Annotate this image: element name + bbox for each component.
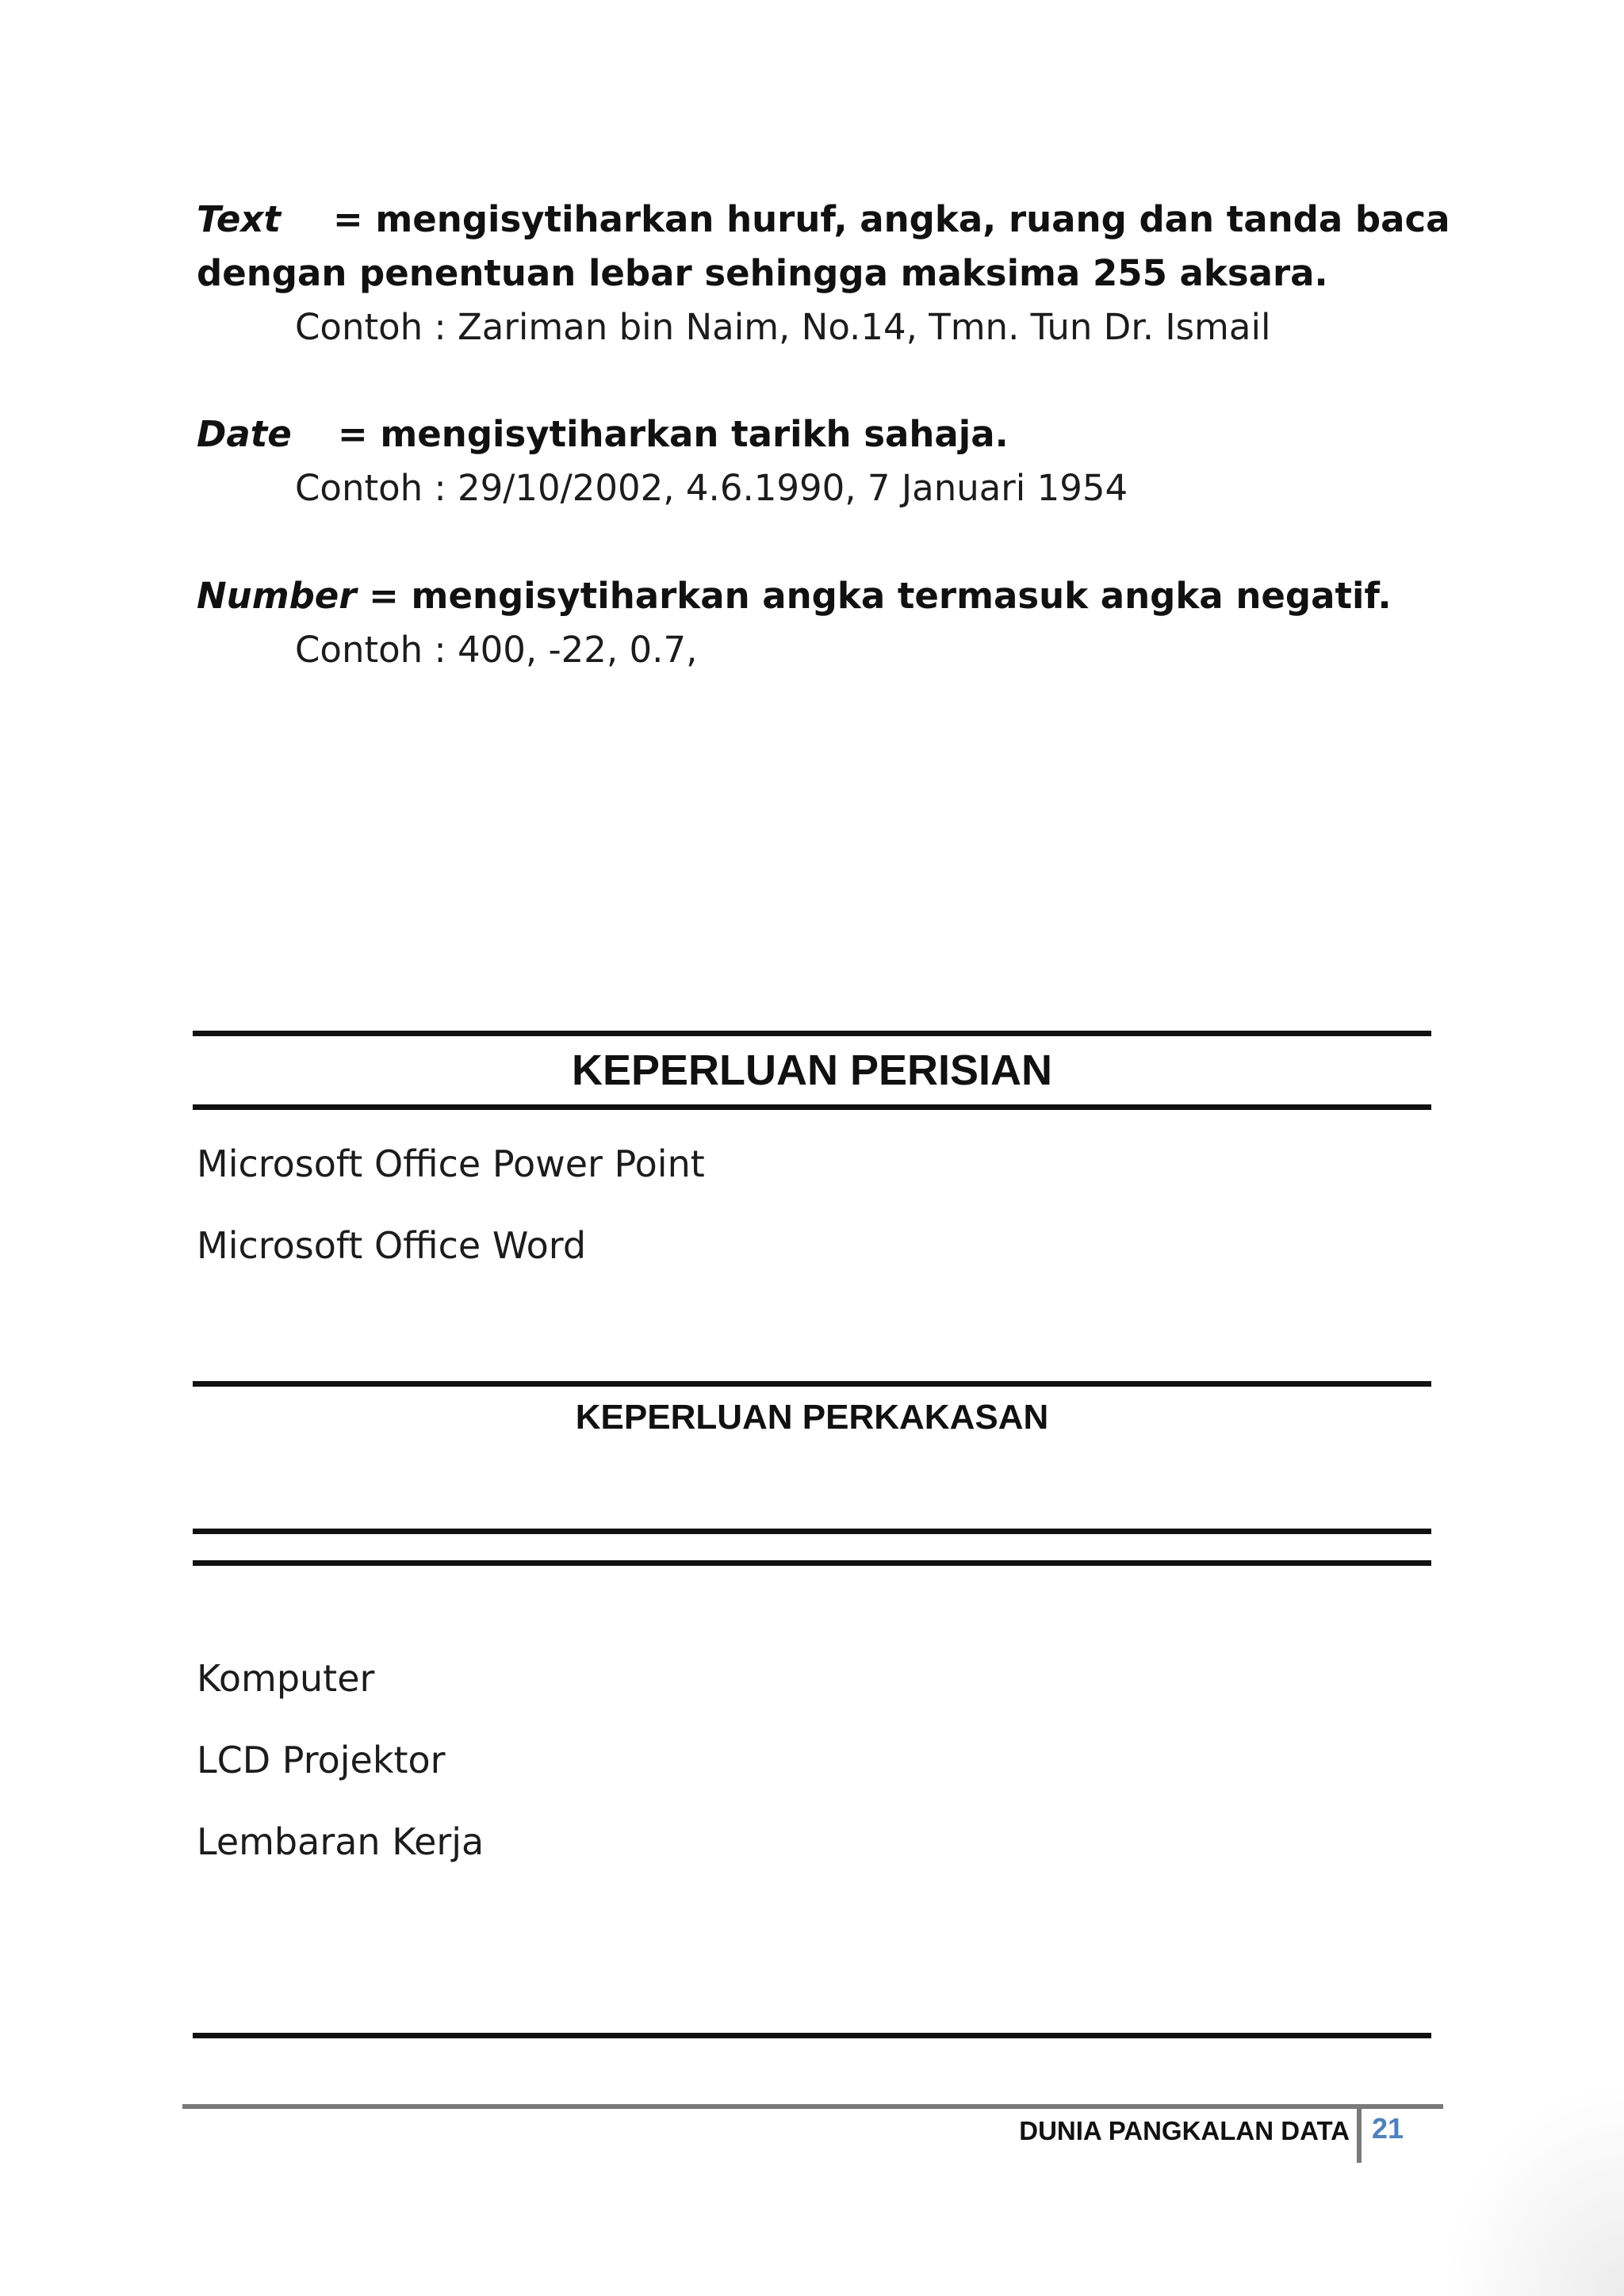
- hardware-section-top-rule: [193, 1381, 1431, 1387]
- hardware-section-rule-2: [193, 1560, 1431, 1566]
- hardware-item-worksheet: Lembaran Kerja: [197, 1820, 485, 1863]
- text-definition-part-1: = mengisytiharkan huruf, angka, ruang dan tanda baca: [333, 198, 1450, 240]
- hardware-section-bottom-rule: [193, 2033, 1431, 2038]
- hardware-section-rule-1: [193, 1529, 1431, 1534]
- text-example: Contoh : Zariman bin Naim, No.14, Tmn. Tun Dr. Ismail: [295, 306, 1271, 348]
- hardware-section-title: KEPERLUAN PERKAKASAN: [575, 1398, 1049, 1437]
- hardware-item-lcd-projector: LCD Projektor: [197, 1739, 446, 1781]
- software-section-bottom-rule: [193, 1104, 1431, 1110]
- number-definition-line: [197, 572, 1392, 620]
- footer-title: DUNIA PANGKALAN DATA: [1019, 2116, 1350, 2145]
- software-section-title: KEPERLUAN PERISIAN: [571, 1047, 1053, 1094]
- footer-rule: [182, 2104, 1443, 2109]
- text-term: Text: [197, 198, 281, 240]
- page-number: 21: [1372, 2112, 1404, 2145]
- date-example: Contoh : 29/10/2002, 4.6.1990, 7 Januari 1954: [295, 467, 1128, 509]
- date-term: Date: [197, 413, 292, 455]
- date-definition-line: [197, 411, 1009, 458]
- hardware-item-computer: Komputer: [197, 1657, 375, 1700]
- text-definition-line-1: [197, 196, 1450, 243]
- footer-separator: [1357, 2106, 1362, 2163]
- number-example: Contoh : 400, -22, 0.7,: [295, 629, 698, 671]
- text-definition-line-2: dengan penentuan lebar sehingga maksima 255 aksara.: [197, 252, 1328, 294]
- software-item-word: Microsoft Office Word: [197, 1224, 587, 1267]
- number-definition: = mengisytiharkan angka termasuk angka negatif.: [356, 575, 1392, 617]
- date-definition: = mengisytiharkan tarikh sahaja.: [338, 413, 1009, 455]
- number-term: Number: [197, 575, 357, 617]
- page-curl-shadow: [1442, 2082, 1624, 2296]
- software-item-powerpoint: Microsoft Office Power Point: [197, 1142, 705, 1185]
- software-section-top-rule: [193, 1031, 1431, 1036]
